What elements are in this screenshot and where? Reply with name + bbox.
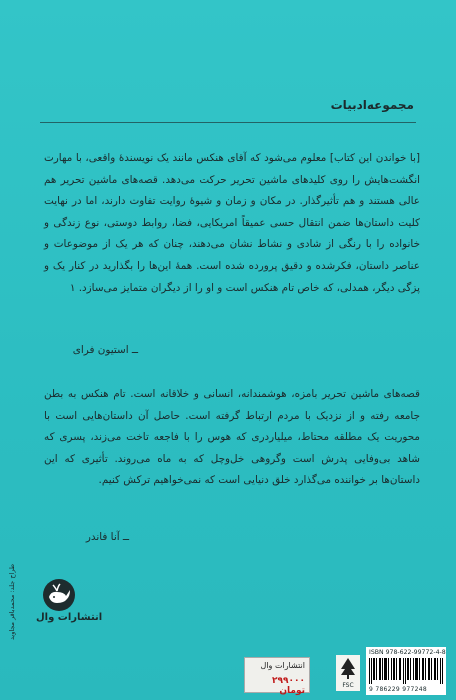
series-title: مجموعه‌ادبیات (330, 98, 414, 112)
divider-line (40, 122, 416, 123)
barcode-number: 9 786229 977248 (369, 686, 427, 693)
barcode-block (366, 647, 446, 695)
cover-designer-credit: طراح جلد: محمدباقر مجاوید (8, 563, 16, 640)
review-author-2: ــ آنا فاندر (85, 531, 129, 543)
review-author-1: ــ استیون فرای (72, 344, 138, 356)
fsc-badge (336, 655, 360, 691)
publisher-name: انتشارات وال (36, 612, 103, 623)
whale-logo-icon (42, 578, 76, 612)
sticker-publisher: انتشارات وال (260, 661, 305, 670)
isbn-text: ISBN 978-622-99772-4-8 (369, 649, 446, 656)
review-quote-1: [با خواندن این کتاب] معلوم می‌شود که آقای هنکس مانند یک نویسندهٔ واقعی، با مهارت انگشت‌هایش را روی کلیدهای ماشین تحریر حرکت می‌دهد. قصه‌های ماشین تحریر هم عالی هستند و هم تأثیرگذار. در مکان و زمان و شیوهٔ روایت تفاوت دارند، اما در نهایت کلیت داستان‌ها ضمن انتقال حسی عمیقاً امریکایی، فضا، روابط دوستی، نوع زندگی و خانواده را با رنگی از شادی و نشاط نشان می‌دهند، چنان که هر یک از موضوعات و عناصر داستان، فکرشده و دقیق پرورده شده است. همهٔ این‌ها را بگذارید در کنار یک و پزگی دیگر، همدلی، که خاص تام هنکس است و او را از دیگران متمایز می‌سازد. ۱ (44, 152, 420, 294)
price-sticker (244, 657, 310, 696)
price-label: ۲۹۹۰۰۰ تومان (272, 676, 305, 696)
fsc-label: FSC (342, 682, 354, 689)
fsc-tree-icon (336, 655, 360, 681)
review-quote-2: قصه‌های ماشین تحریر بامزه، هوشمندانه، انسانی و خلاقانه است. تام هنکس به بطن جامعه رفته و از نزدیک با مردم ارتباط گرفته است. حاصل آن داستان‌هایی است با محوریت یک مطلقه محتاط، میلیاردری که هوس را با فاجعه تاخت می‌زند، پسری که شاهد بی‌وفایی پدرش است وگروهی خل‌وچل که به ماه می‌روند. تأثیری که این داستان‌ها بر خواننده می‌گذارد خلق دنیایی است که نمی‌خواهیم ترکش کنیم. (44, 388, 420, 487)
barcode-icon (369, 658, 443, 684)
